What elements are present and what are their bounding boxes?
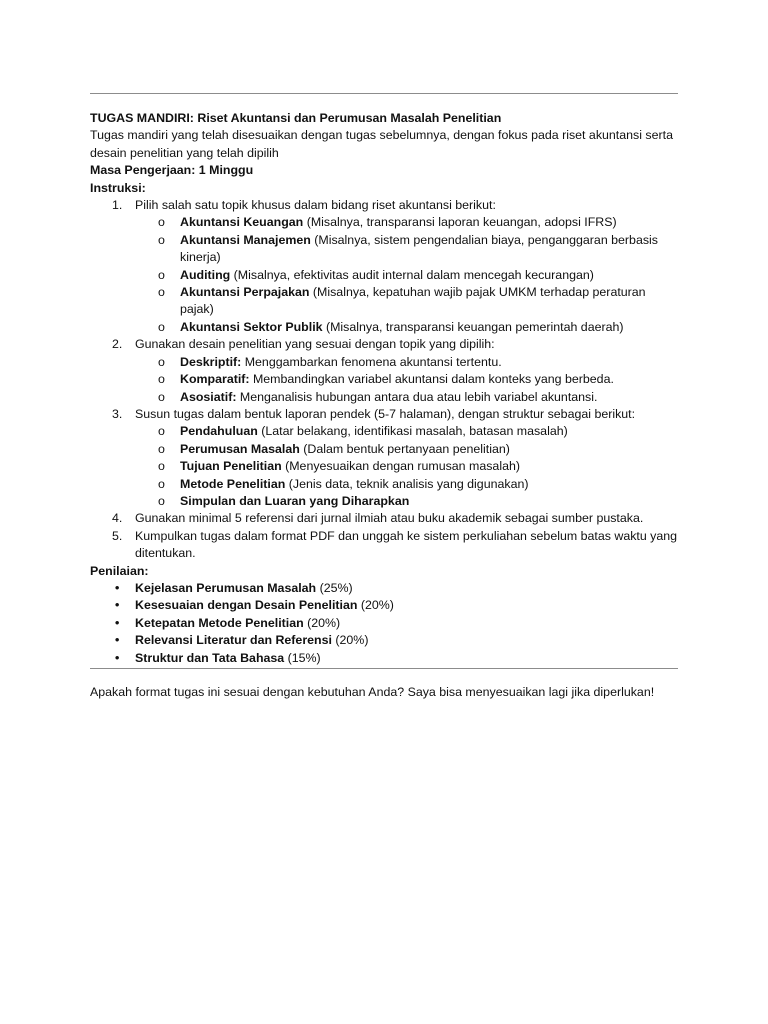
instruction-number: 2.: [112, 337, 123, 352]
sub-bullet-icon: o: [158, 424, 165, 439]
sub-item-bold: Tujuan Penelitian: [180, 459, 282, 474]
bullet-icon: •: [115, 615, 120, 630]
sub-item-text: (Menyesuaikan dengan rumusan masalah): [281, 459, 520, 474]
instruction-number: 5.: [112, 528, 123, 543]
instruction-item: [90, 406, 680, 510]
document-page: [90, 0, 680, 701]
sub-item: [135, 267, 680, 284]
sub-bullet-icon: o: [158, 215, 165, 230]
sub-bullet-icon: o: [158, 319, 165, 334]
bullet-icon: •: [115, 650, 120, 665]
assessment-weight: (20%): [331, 633, 369, 648]
instruction-number: 3.: [112, 406, 123, 421]
instruction-text: Kumpulkan tugas dalam format PDF dan unggah ke sistem perkuliahan sebelum batas waktu yang ditentukan.: [135, 528, 678, 561]
sub-bullet-icon: o: [158, 232, 165, 247]
assessment-criterion: Kesesuaian dengan Desain Penelitian: [135, 598, 358, 613]
sub-item-bold: Akuntansi Sektor Publik: [180, 319, 323, 334]
assessment-item: [90, 632, 680, 649]
instruction-item: [90, 510, 680, 527]
sub-bullet-icon: o: [158, 372, 165, 387]
assessment-criterion: Ketepatan Metode Penelitian: [135, 615, 304, 630]
sub-item: [135, 214, 680, 231]
duration-line: Masa Pengerjaan: 1 Minggu: [90, 163, 254, 178]
assessment-weight: (20%): [357, 598, 394, 613]
sub-item-bold: Akuntansi Keuangan: [180, 215, 304, 230]
closing-paragraph: Apakah format tugas ini sesuai dengan kebutuhan Anda? Saya bisa menyesuaikan lagi jika diperlukan!: [90, 685, 655, 699]
sub-item-bold: Metode Penelitian: [180, 476, 286, 491]
sub-bullet-icon: o: [158, 354, 165, 369]
sub-item: [135, 284, 680, 319]
sub-bullet-icon: o: [158, 389, 165, 404]
instruction-item: [90, 197, 680, 336]
instruction-sublist: [135, 354, 680, 406]
sub-item-text: (Jenis data, teknik analisis yang digunakan): [285, 476, 529, 491]
sub-item: [135, 354, 680, 371]
sub-item-text: (Dalam bentuk pertanyaan penelitian): [299, 441, 510, 456]
instruction-number: 1.: [112, 198, 123, 213]
sub-item-text: (Latar belakang, identifikasi masalah, batasan masalah): [257, 424, 568, 439]
instructions-heading: Instruksi:: [90, 180, 146, 195]
assessment-item: [90, 650, 680, 667]
intro-paragraph: Tugas mandiri yang telah disesuaikan dengan tugas sebelumnya, dengan fokus pada riset akuntansi serta desain penelitian yang telah dipilih: [90, 128, 673, 160]
sub-bullet-icon: o: [158, 493, 165, 508]
bottom-divider: [90, 668, 678, 669]
sub-item: [135, 476, 680, 493]
instruction-item: [90, 336, 680, 406]
sub-item-bold: Simpulan dan Luaran yang Diharapkan: [180, 493, 410, 508]
sub-item-bold: Deskriptif:: [180, 354, 242, 369]
assessment-heading: Penilaian:: [90, 563, 149, 578]
instruction-number: 4.: [112, 511, 123, 526]
instruction-text: Pilih salah satu topik khusus dalam bidang riset akuntansi berikut:: [135, 198, 496, 213]
sub-item-text: Membandingkan variabel akuntansi dalam konteks yang berbeda.: [249, 372, 614, 387]
sub-bullet-icon: o: [158, 267, 165, 282]
sub-item: [135, 423, 680, 440]
sub-item: [135, 319, 680, 336]
assessment-item: [90, 615, 680, 632]
sub-item-bold: Asosiatif:: [180, 389, 237, 404]
sub-bullet-icon: o: [158, 441, 165, 456]
instruction-sublist: [135, 423, 680, 510]
bullet-icon: •: [115, 598, 120, 613]
sub-item-text: Menggambarkan fenomena akuntansi tertentu.: [241, 354, 502, 369]
assessment-weight: (25%): [316, 580, 353, 595]
sub-item-bold: Akuntansi Manajemen: [180, 232, 311, 247]
sub-item: [135, 232, 680, 267]
sub-item-text: Menganalisis hubungan antara dua atau lebih variabel akuntansi.: [236, 389, 598, 404]
instruction-text: Susun tugas dalam bentuk laporan pendek (5-7 halaman), dengan struktur sebagai berikut:: [135, 406, 636, 421]
sub-item-bold: Perumusan Masalah: [180, 441, 300, 456]
sub-item: [135, 371, 680, 388]
sub-item-bold: Akuntansi Perpajakan: [180, 285, 310, 300]
assessment-item: [90, 597, 680, 614]
sub-item: [135, 441, 680, 458]
document-title: TUGAS MANDIRI: Riset Akuntansi dan Perumusan Masalah Penelitian: [90, 111, 502, 125]
instruction-sublist: [135, 214, 680, 336]
instruction-item: [90, 528, 680, 563]
sub-item: [135, 493, 680, 510]
instruction-text: Gunakan minimal 5 referensi dari jurnal ilmiah atau buku akademik sebagai sumber pustaka.: [135, 511, 644, 526]
bullet-icon: •: [115, 633, 120, 648]
top-divider: [90, 93, 678, 94]
assessment-criterion: Relevansi Literatur dan Referensi: [135, 633, 332, 648]
bullet-icon: •: [115, 580, 120, 595]
assessment-weight: (15%): [284, 650, 321, 665]
sub-item-text: (Misalnya, transparansi laporan keuangan, adopsi IFRS): [303, 215, 617, 230]
assessment-criterion: Kejelasan Perumusan Masalah: [135, 580, 317, 595]
sub-item-text: (Misalnya, kepatuhan wajib pajak UMKM terhadap peraturan pajak): [180, 285, 646, 317]
assessment-item: [90, 580, 680, 597]
sub-item-text: (Misalnya, transparansi keuangan pemerintah daerah): [322, 319, 624, 334]
sub-bullet-icon: o: [158, 476, 165, 491]
sub-item: [135, 389, 680, 406]
sub-item-bold: Komparatif:: [180, 372, 250, 387]
assessment-weight: (20%): [303, 615, 341, 630]
instructions-list: [90, 197, 680, 563]
sub-item-text: (Misalnya, sistem pengendalian biaya, penganggaran berbasis kinerja): [180, 232, 658, 265]
instruction-text: Gunakan desain penelitian yang sesuai dengan topik yang dipilih:: [135, 337, 495, 352]
sub-bullet-icon: o: [158, 459, 165, 474]
assessment-criterion: Struktur dan Tata Bahasa: [135, 650, 285, 665]
sub-item-text: (Misalnya, efektivitas audit internal dalam mencegah kecurangan): [230, 267, 594, 282]
sub-item-bold: Auditing: [180, 267, 231, 282]
sub-bullet-icon: o: [158, 285, 165, 300]
assessment-list: [90, 580, 680, 667]
sub-item-bold: Pendahuluan: [180, 424, 258, 439]
sub-item: [135, 458, 680, 475]
